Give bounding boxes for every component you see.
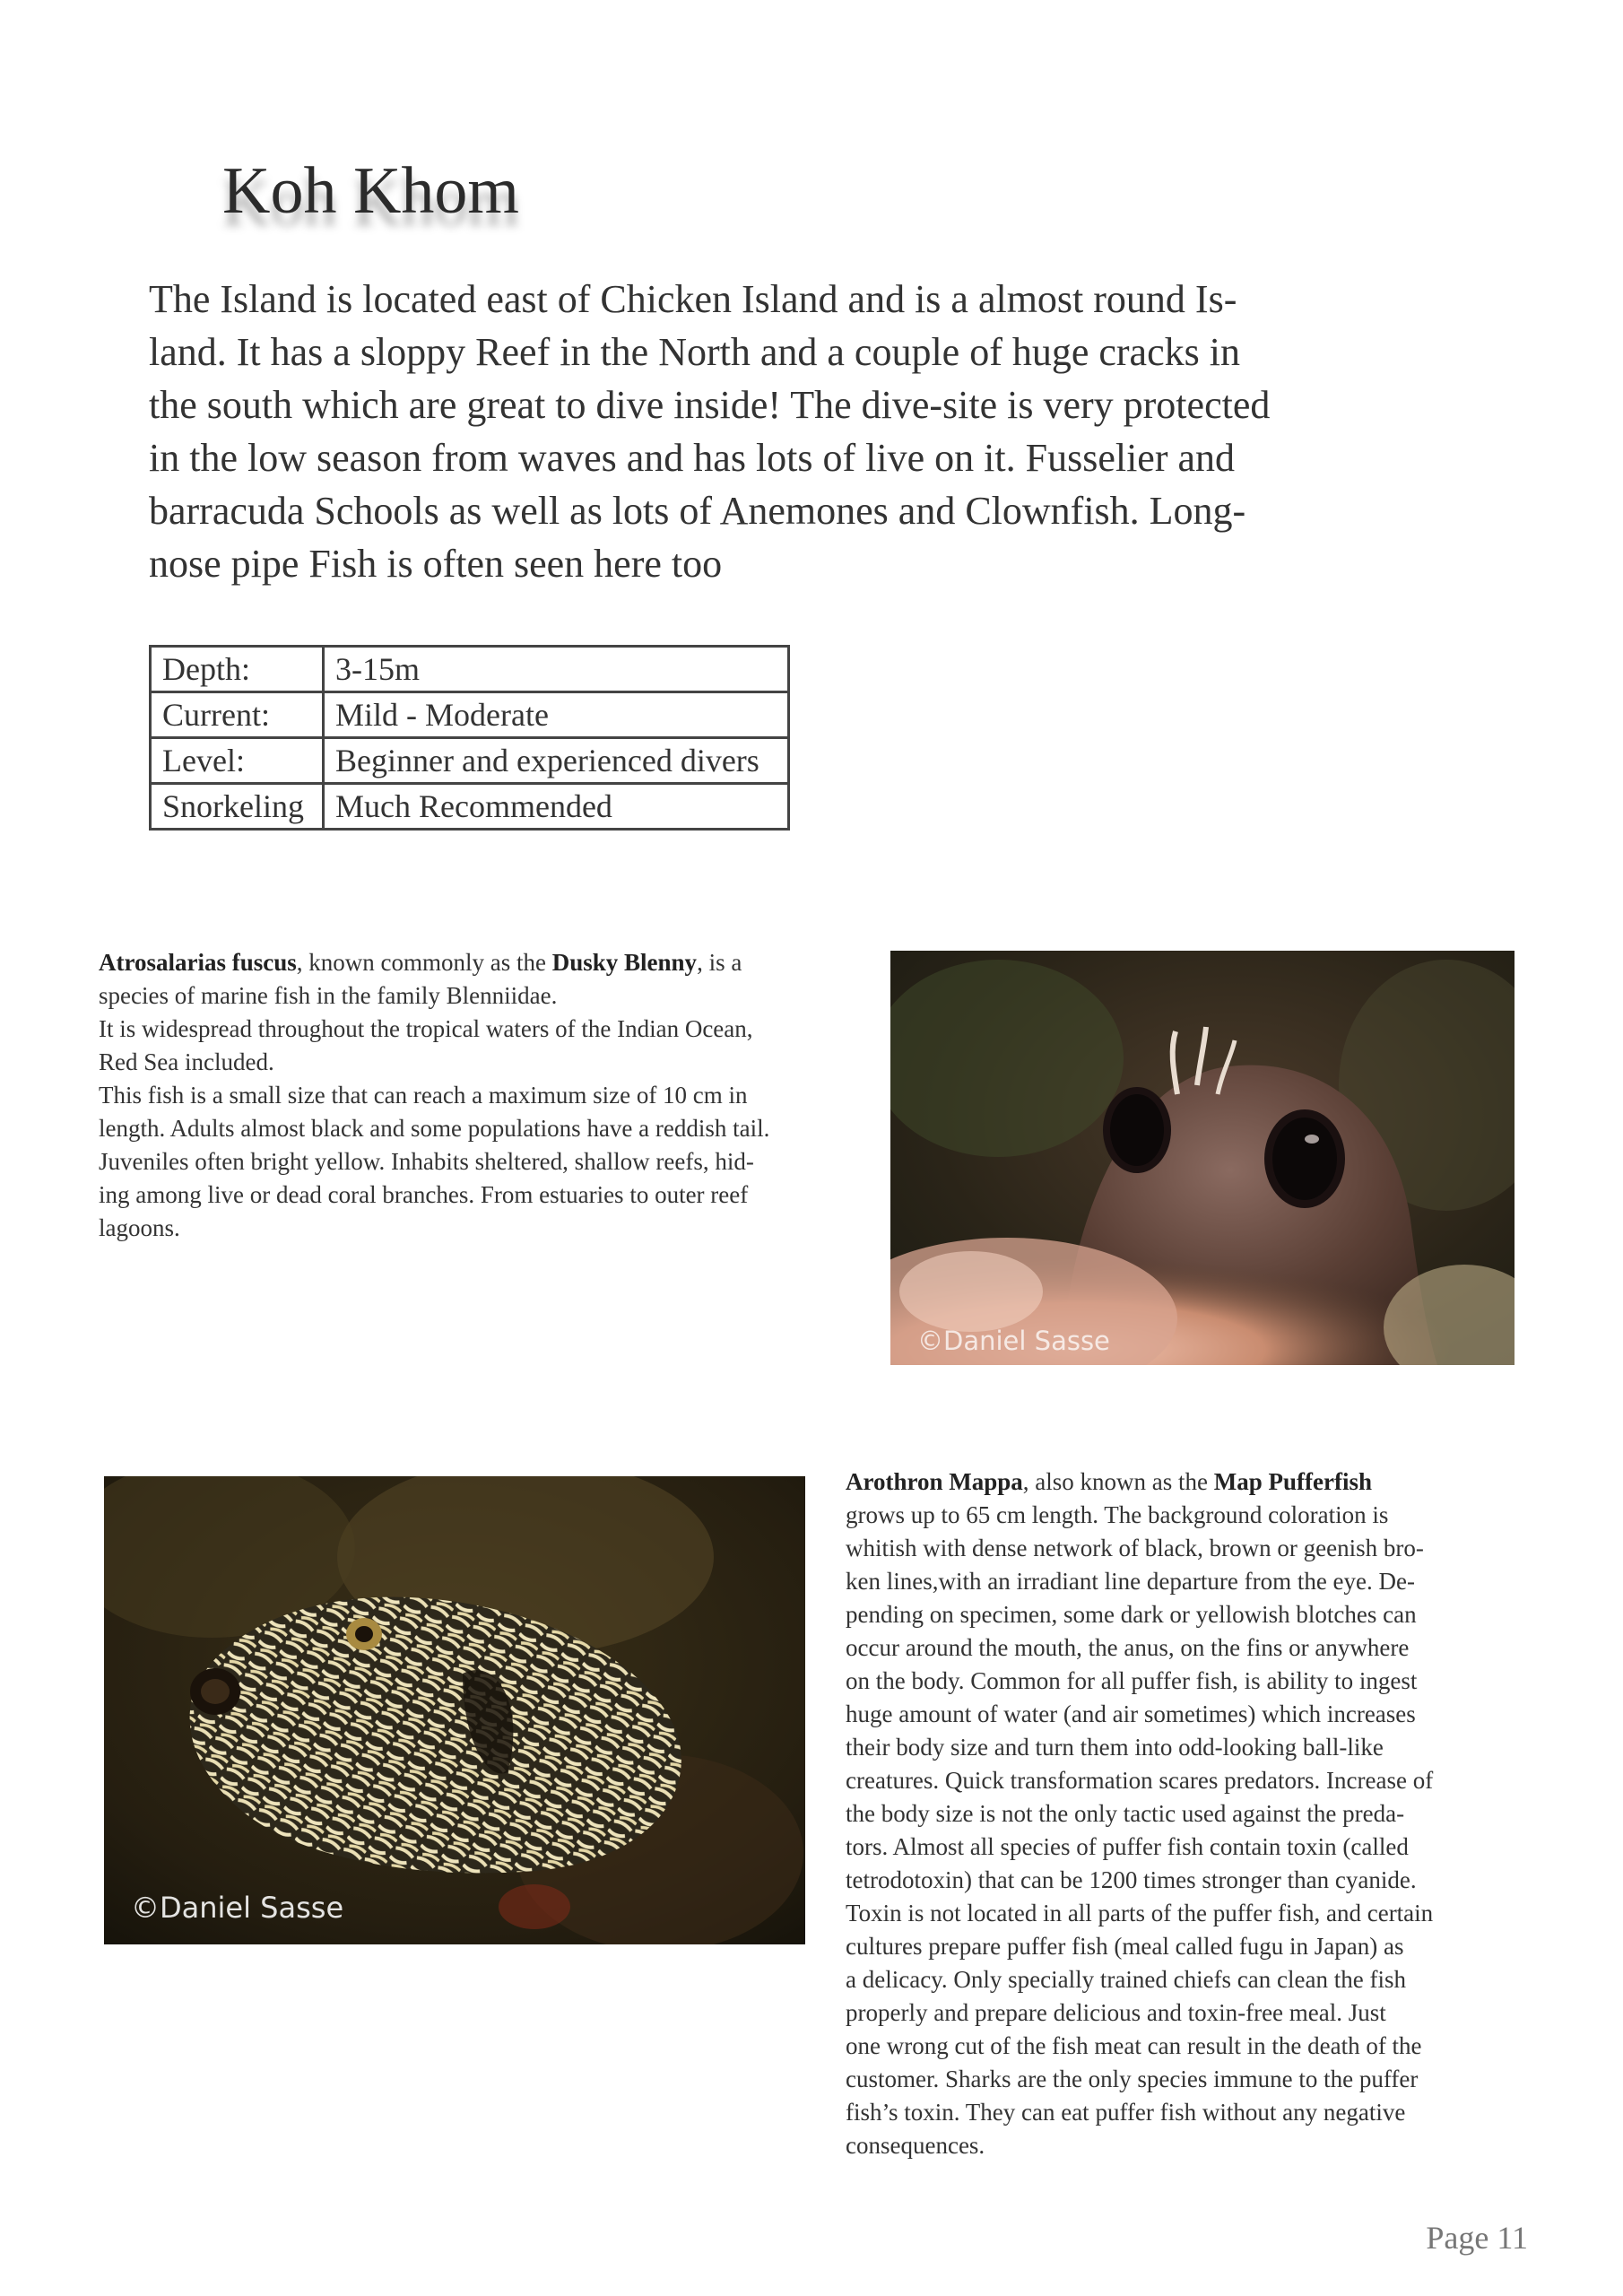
blenny-line: lagoons. <box>99 1214 180 1241</box>
blenny-line: This fish is a small size that can reach a maximum size of 10 cm in <box>99 1082 748 1109</box>
blenny-line: It is widespread throughout the tropical waters of the Indian Ocean, <box>99 1015 753 1042</box>
intro-line: in the low season from waves and has lots of live on it. Fusselier and <box>149 436 1236 480</box>
puffer-line: tors. Almost all species of puffer fish contain toxin (called <box>846 1833 1409 1860</box>
pufferfish-description <box>846 1465 1527 2162</box>
blenny-scientific-name: Atrosalarias fuscus <box>99 949 297 976</box>
dive-site-specs-table <box>149 645 790 831</box>
table-row <box>151 738 789 784</box>
spec-value: Mild - Moderate <box>324 692 789 738</box>
photo-credit: ©Daniel Sasse <box>917 1326 1110 1356</box>
puffer-line: on the body. Common for all puffer fish, is ability to ingest <box>846 1667 1418 1694</box>
puffer-line: tetrodotoxin) that can be 1200 times stronger than cyanide. <box>846 1866 1417 1893</box>
intro-line: nose pipe Fish is often seen here too <box>149 542 723 586</box>
puffer-line: their body size and turn them into odd-looking ball-like <box>846 1734 1384 1761</box>
spec-value: 3-15m <box>324 647 789 692</box>
blenny-line: species of marine fish in the family Blenniidae. <box>99 982 558 1009</box>
table-row <box>151 647 789 692</box>
intro-line: the south which are great to dive inside! The dive-site is very protected <box>149 383 1271 427</box>
intro-line: barracuda Schools as well as lots of Anemones and Clownfish. Long- <box>149 489 1246 533</box>
spec-label: Depth: <box>151 647 324 692</box>
puffer-line: huge amount of water (and air sometimes) which increases <box>846 1700 1416 1727</box>
blenny-common-name: Dusky Blenny <box>551 949 698 976</box>
puffer-line: whitish with dense network of black, brown or geenish bro- <box>846 1535 1424 1561</box>
puffer-line: fish’s toxin. They can eat puffer fish without any negative <box>846 2099 1406 2126</box>
puffer-common-name: Map Pufferfish <box>1213 1468 1372 1495</box>
intro-line: land. It has a sloppy Reef in the North and a couple of huge cracks in <box>149 330 1240 374</box>
puffer-line: properly and prepare delicious and toxin-free meal. Just <box>846 1999 1386 2026</box>
pufferfish-photo <box>104 1476 805 1944</box>
blenny-illustration <box>890 951 1515 1365</box>
blenny-line: length. Adults almost black and some populations have a reddish tail. <box>99 1115 770 1142</box>
spec-value: Much Recommended <box>324 784 789 830</box>
puffer-line: the body size is not the only tactic used against the preda- <box>846 1800 1405 1827</box>
puffer-line: grows up to 65 cm length. The background coloration is <box>846 1501 1389 1528</box>
photo-credit: ©Daniel Sasse <box>131 1891 344 1925</box>
puffer-line: consequences. <box>846 2132 985 2159</box>
puffer-line: Toxin is not located in all parts of the puffer fish, and certain <box>846 1900 1434 1926</box>
blenny-photo <box>890 951 1515 1365</box>
page-number: Page 11 <box>1426 2220 1528 2256</box>
intro-line: The Island is located east of Chicken Island and is a almost round Is- <box>149 277 1237 321</box>
text-fragment: , is a <box>697 949 742 976</box>
text-fragment: , known commonly as the <box>296 949 552 976</box>
puffer-line: one wrong cut of the fish meat can result in the death of the <box>846 2032 1422 2059</box>
spec-label: Snorkeling <box>151 784 324 830</box>
spec-label: Level: <box>151 738 324 784</box>
spec-label: Current: <box>151 692 324 738</box>
table-row <box>151 784 789 830</box>
blenny-line: Red Sea included. <box>99 1048 274 1075</box>
puffer-line: a delicacy. Only specially trained chiefs can clean the fish <box>846 1966 1406 1993</box>
pufferfish-illustration <box>104 1476 805 1944</box>
puffer-first-line <box>846 1465 1527 1499</box>
page-title: Koh Khom <box>222 154 519 228</box>
text-fragment: , also known as the <box>1022 1468 1214 1495</box>
spec-value: Beginner and experienced divers <box>324 738 789 784</box>
puffer-line: customer. Sharks are the only species immune to the puffer <box>846 2066 1419 2092</box>
table-row <box>151 692 789 738</box>
blenny-line: Juveniles often bright yellow. Inhabits sheltered, shallow reefs, hid- <box>99 1148 754 1175</box>
blenny-description <box>99 946 888 1245</box>
intro-paragraph <box>149 273 1422 590</box>
puffer-line: ken lines,with an irradiant line departure from the eye. De- <box>846 1568 1416 1595</box>
puffer-scientific-name: Arothron Mappa <box>846 1468 1023 1495</box>
blenny-line: ing among live or dead coral branches. From estuaries to outer reef <box>99 1181 749 1208</box>
blenny-first-line <box>99 946 888 979</box>
puffer-line: creatures. Quick transformation scares predators. Increase of <box>846 1767 1434 1794</box>
puffer-line: pending on specimen, some dark or yellowish blotches can <box>846 1601 1417 1628</box>
puffer-line: cultures prepare puffer fish (meal called fugu in Japan) as <box>846 1933 1404 1960</box>
puffer-line: occur around the mouth, the anus, on the fins or anywhere <box>846 1634 1410 1661</box>
